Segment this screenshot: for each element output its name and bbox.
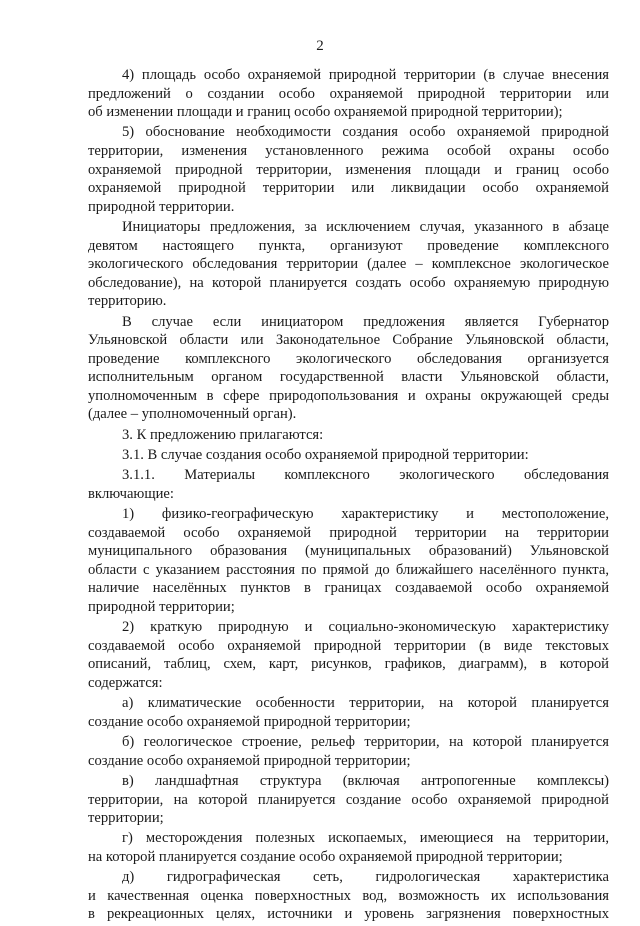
text-line: территории; (88, 810, 164, 827)
paragraph (88, 66, 609, 122)
text-line: (далее – уполномоченный орган). (88, 406, 297, 423)
paragraph (88, 218, 609, 311)
paragraph (88, 618, 609, 692)
text-line: содержатся: (88, 674, 163, 691)
paragraph (88, 123, 609, 216)
paragraph (88, 772, 609, 828)
text-line: природной территории. (88, 198, 235, 215)
text-line: 5) обоснование необходимости создания особо охраняемой природной (122, 124, 609, 141)
text-line: экологического обследования территории (далее – комплексное экологическое (88, 256, 609, 273)
text-line: создаваемой особо охраняемой природной территории (в виде текстовых (88, 637, 609, 654)
text-line: уполномоченным в сфере природопользования и охраны окружающей среды (88, 387, 609, 404)
text-line: включающие: (88, 485, 174, 502)
text-line: территории, на которой планируется создание особо охраняемой природной (88, 791, 609, 808)
text-line: в) ландшафтная структура (включая антропогенные комплексы) (122, 773, 609, 789)
text-line: б) геологическое строение, рельеф территории, на которой планируется (122, 734, 609, 751)
text-line: Инициаторы предложения, за исключением случая, указанного в абзаце (122, 218, 609, 235)
text-line: об изменении площади и границ особо охраняемой природной территории); (88, 104, 563, 121)
paragraph (88, 868, 609, 924)
text-line: муниципального образования (муниципальных образований) Ульяновской (88, 543, 609, 560)
text-line: предложений о создании особо охраняемой природной территории или (88, 85, 609, 102)
text-line: В случае если инициатором предложения является Губернатор (122, 313, 609, 330)
text-line: охраняемой природной территории, изменения площади и границ особо (88, 161, 609, 178)
text-line: Ульяновской области или Законодательное Собрание Ульяновской области, (88, 332, 609, 349)
text-line: создаваемой особо охраняемой природной территории на территории (88, 524, 609, 541)
text-line: г) месторождения полезных ископаемых, имеющиеся на территории, (122, 830, 609, 847)
text-line: 3. К предложению прилагаются: (122, 426, 324, 443)
paragraph (88, 505, 609, 616)
text-line: обследование), на которой планируется создать особо охраняемую природную (88, 274, 609, 291)
paragraph (88, 733, 609, 770)
text-line: и качественная оценка поверхностных вод, возможность их использования (88, 887, 609, 904)
text-line: территории, изменения установленного режима особой охраны особо (88, 142, 609, 159)
text-line: исполнительным органом государственной власти Ульяновской области, (88, 369, 609, 386)
text-line: а) климатические особенности территории, на которой планируется (122, 695, 609, 712)
text-line: охраняемой природной территории или ликвидации особо охраняемой (88, 180, 609, 197)
text-line: создание особо охраняемой природной территории; (88, 713, 411, 730)
text-line: природной территории; (88, 598, 235, 615)
paragraph (88, 694, 609, 731)
text-line: 3.1. В случае создания особо охраняемой природной территории: (122, 446, 529, 463)
text-line: наличие населённых пунктов в границах создаваемой особо охраняемой (88, 580, 609, 597)
text-line: области с указанием расстояния по прямой до ближайшего населённого пункта, (88, 561, 609, 578)
text-line: создание особо охраняемой природной территории; (88, 752, 411, 769)
text-line: в рекреационных целях, источники и уровень загрязнения поверхностных (88, 906, 609, 923)
text-line: территорию. (88, 293, 167, 310)
paragraph (88, 313, 609, 424)
text-line: 1) физико-географическую характеристику и местоположение, (122, 506, 609, 523)
document-body (88, 66, 609, 926)
text-line: описаний, таблиц, схем, карт, рисунков, графиков, диаграмм), в которой (88, 656, 609, 673)
text-line: проведение комплексного экологического обследования организуется (88, 350, 609, 367)
text-line: 4) площадь особо охраняемой природной территории (в случае внесения (122, 67, 609, 83)
paragraph (88, 446, 609, 465)
page-number: 2 (316, 38, 324, 54)
text-line: 3.1.1. Материалы комплексного экологического обследования (122, 467, 609, 484)
text-line: девятом настоящего пункта, организуют проведение комплексного (88, 237, 609, 254)
text-line: на которой планируется создание особо охраняемой природной территории; (88, 848, 563, 865)
paragraph (88, 829, 609, 866)
text-line: д) гидрографическая сеть, гидрологическая характеристика (122, 869, 609, 886)
text-line: 2) краткую природную и социально-экономическую характеристику (122, 619, 609, 636)
paragraph (88, 426, 609, 445)
paragraph (88, 466, 609, 503)
